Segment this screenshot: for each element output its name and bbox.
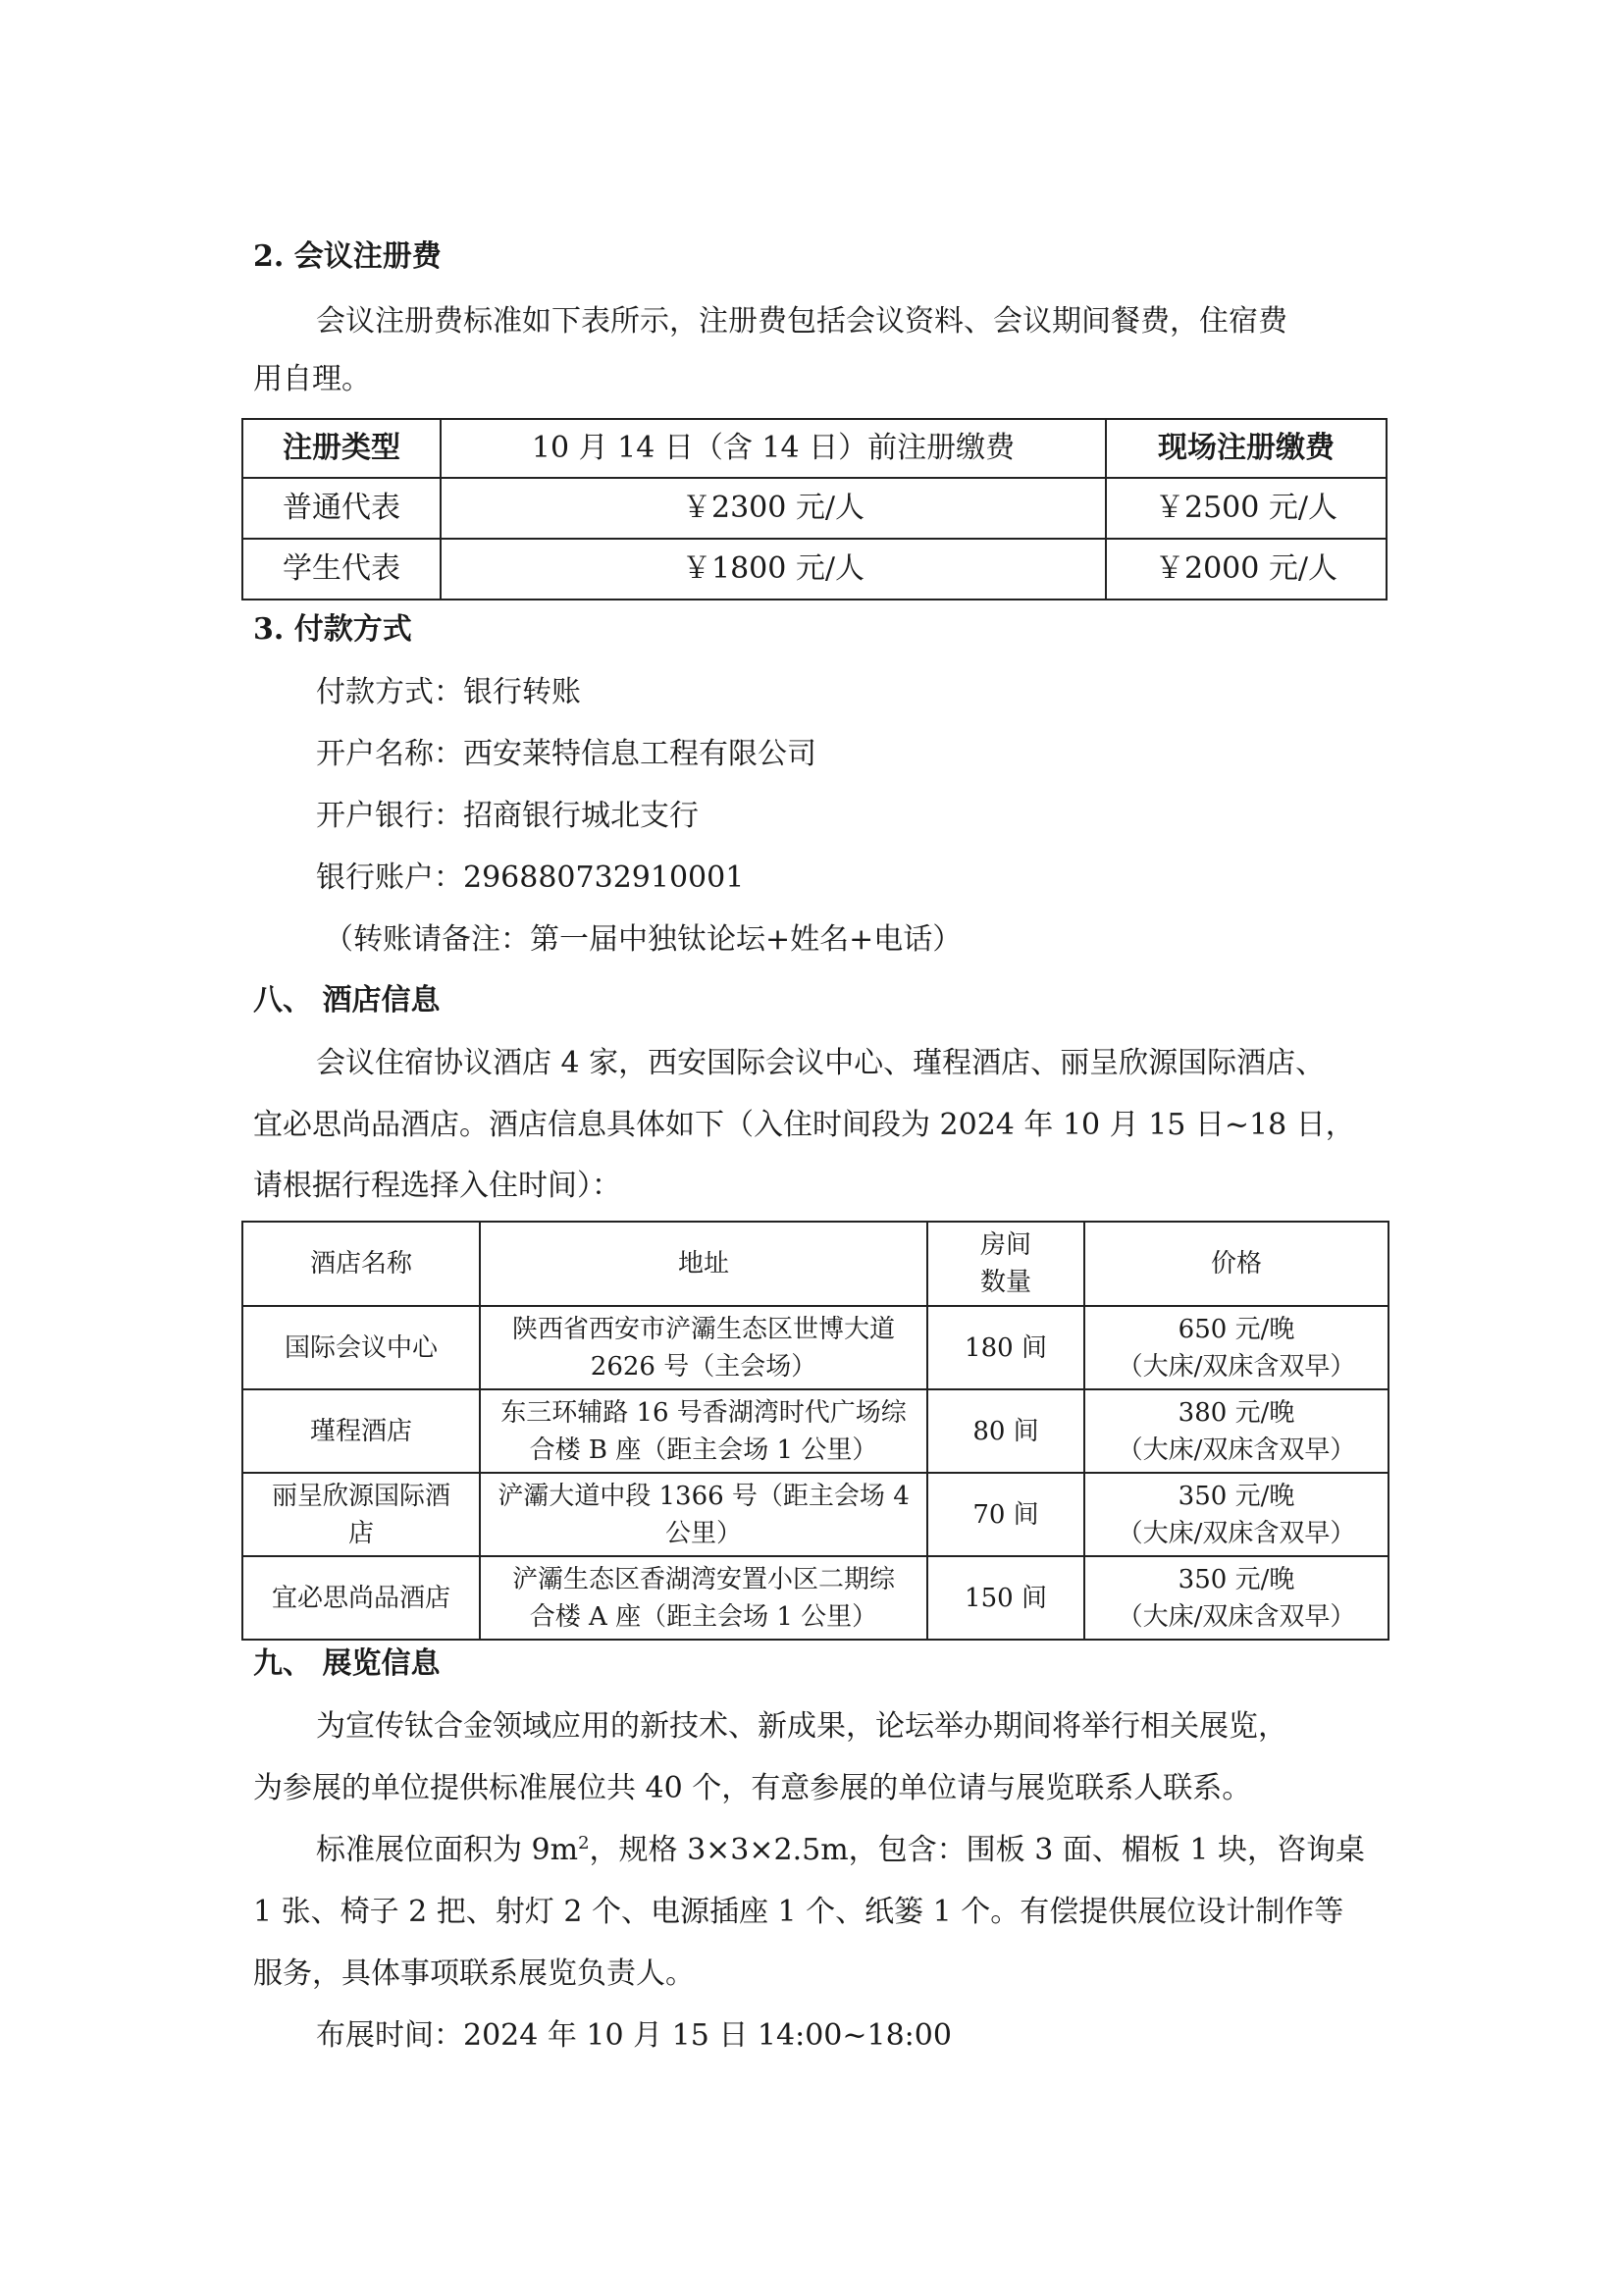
hotel-heading: 八、 酒店信息 <box>253 983 441 1018</box>
table-cell: ￥1800 元/人 <box>441 539 1106 600</box>
table-row <box>242 1306 1388 1389</box>
payment-account-number: 银行账户：296880732910001 <box>316 861 745 895</box>
hotel-intro-line1: 会议住宿协议酒店 4 家，西安国际会议中心、瑾程酒店、丽呈欣源国际酒店、 <box>316 1046 1326 1080</box>
payment-heading: 3. 付款方式 <box>253 612 412 647</box>
hotel-name-cell <box>242 1556 480 1640</box>
registration-heading: 2. 会议注册费 <box>253 239 442 274</box>
header-cell <box>927 1222 1084 1306</box>
exhibition-setup-time: 布展时间：2024 年 10 月 15 日 14:00~18:00 <box>316 2018 952 2053</box>
hotel-price-cell <box>1084 1556 1388 1640</box>
exhibition-para2-line1 <box>316 1831 1365 1870</box>
payment-account-name: 开户名称：西安莱特信息工程有限公司 <box>316 737 816 771</box>
table-row <box>242 1389 1388 1473</box>
price-line1: 350 元/晚 <box>1178 1481 1295 1511</box>
hotel-rooms-cell: 80 间 <box>927 1389 1084 1473</box>
table-header-row <box>242 419 1387 478</box>
hotel-name: 宜必思尚品酒店 <box>271 1583 450 1613</box>
header-cell: 现场注册缴费 <box>1106 419 1387 478</box>
address-line1: 浐灞生态区香湖湾安置小区二期综 <box>511 1564 895 1594</box>
exhibition-para1-line2: 为参展的单位提供标准展位共 40 个，有意参展的单位请与展览联系人联系。 <box>253 1771 1252 1805</box>
exhibition-heading: 九、 展览信息 <box>253 1646 441 1681</box>
address-line2: 合楼 B 座（距主会场 1 公里） <box>529 1435 878 1465</box>
payment-method: 付款方式：银行转账 <box>316 675 581 709</box>
address-line1: 浐灞大道中段 1366 号（距主会场 4 <box>498 1481 910 1511</box>
hotel-name-cell <box>242 1389 480 1473</box>
price-line2: （大床/双床含双早） <box>1117 1518 1356 1548</box>
table-cell: ￥2500 元/人 <box>1106 478 1387 539</box>
hotel-name-line2: 店 <box>347 1518 374 1548</box>
hotel-rooms-cell: 70 间 <box>927 1473 1084 1556</box>
address-line2: 2626 号（主会场） <box>590 1351 817 1382</box>
hotel-intro-line3: 请根据行程选择入住时间）： <box>253 1169 621 1203</box>
table-header-row <box>242 1222 1388 1306</box>
payment-bank: 开户银行：招商银行城北支行 <box>316 799 699 833</box>
table-row <box>242 478 1387 539</box>
hotel-address-cell <box>480 1389 927 1473</box>
registration-fee-table <box>241 418 1388 600</box>
registration-intro-line1: 会议注册费标准如下表所示，注册费包括会议资料、会议期间餐费，住宿费 <box>316 304 1287 339</box>
address-line1: 陕西省西安市浐灞生态区世博大道 <box>511 1314 895 1344</box>
address-line2: 合楼 A 座（距主会场 1 公里） <box>529 1601 878 1632</box>
hotel-name-cell <box>242 1473 480 1556</box>
price-line1: 350 元/晚 <box>1178 1564 1295 1594</box>
header-rooms-line2: 数量 <box>979 1268 1031 1297</box>
address-line1: 东三环辅路 16 号香湖湾时代广场综 <box>500 1397 907 1428</box>
header-cell: 酒店名称 <box>242 1222 480 1306</box>
hotel-address-cell <box>480 1556 927 1640</box>
header-rooms-line1: 房间 <box>979 1230 1031 1260</box>
address-line2: 公里） <box>664 1518 742 1548</box>
exhibition-para1-line1: 为宣传钛合金领域应用的新技术、新成果，论坛举办期间将举行相关展览， <box>316 1709 1287 1744</box>
price-line2: （大床/双床含双早） <box>1117 1601 1356 1632</box>
booth-area-text: 标准展位面积为 9m <box>316 1833 579 1867</box>
price-line1: 650 元/晚 <box>1178 1314 1295 1344</box>
hotel-table <box>241 1221 1389 1641</box>
booth-spec-text: ，规格 3×3×2.5m，包含：围板 3 面、楣板 1 块，咨询桌 <box>589 1833 1365 1867</box>
table-cell: ￥2000 元/人 <box>1106 539 1387 600</box>
hotel-name: 国际会议中心 <box>284 1332 438 1363</box>
table-cell: 普通代表 <box>242 478 441 539</box>
hotel-name: 瑾程酒店 <box>309 1416 412 1446</box>
header-cell: 10 月 14 日（含 14 日）前注册缴费 <box>441 419 1106 478</box>
table-cell: 学生代表 <box>242 539 441 600</box>
table-row <box>242 1556 1388 1640</box>
hotel-rooms-cell: 150 间 <box>927 1556 1084 1640</box>
price-line1: 380 元/晚 <box>1178 1397 1295 1428</box>
hotel-intro-line2: 宜必思尚品酒店。酒店信息具体如下（入住时间段为 2024 年 10 月 15 日~18 日， <box>253 1108 1355 1142</box>
table-row <box>242 539 1387 600</box>
header-cell: 价格 <box>1084 1222 1388 1306</box>
hotel-rooms-cell: 180 间 <box>927 1306 1084 1389</box>
hotel-price-cell <box>1084 1389 1388 1473</box>
hotel-price-cell <box>1084 1306 1388 1389</box>
hotel-price-cell <box>1084 1473 1388 1556</box>
price-line2: （大床/双床含双早） <box>1117 1351 1356 1382</box>
exhibition-para2-line2: 1 张、椅子 2 把、射灯 2 个、电源插座 1 个、纸篓 1 个。有偿提供展位设计制作等 <box>253 1895 1344 1929</box>
hotel-address-cell <box>480 1306 927 1389</box>
table-cell: ￥2300 元/人 <box>441 478 1106 539</box>
registration-intro-line2: 用自理。 <box>253 362 371 396</box>
header-cell: 地址 <box>480 1222 927 1306</box>
table-row <box>242 1473 1388 1556</box>
header-cell: 注册类型 <box>242 419 441 478</box>
hotel-name-cell <box>242 1306 480 1389</box>
hotel-name-line1: 丽呈欣源国际酒 <box>271 1481 450 1511</box>
superscript: 2 <box>578 1833 590 1853</box>
hotel-address-cell <box>480 1473 927 1556</box>
exhibition-para2-line3: 服务，具体事项联系展览负责人。 <box>253 1957 695 1991</box>
payment-remark: （转账请备注：第一届中独钛论坛+姓名+电话） <box>324 922 963 957</box>
price-line2: （大床/双床含双早） <box>1117 1435 1356 1465</box>
